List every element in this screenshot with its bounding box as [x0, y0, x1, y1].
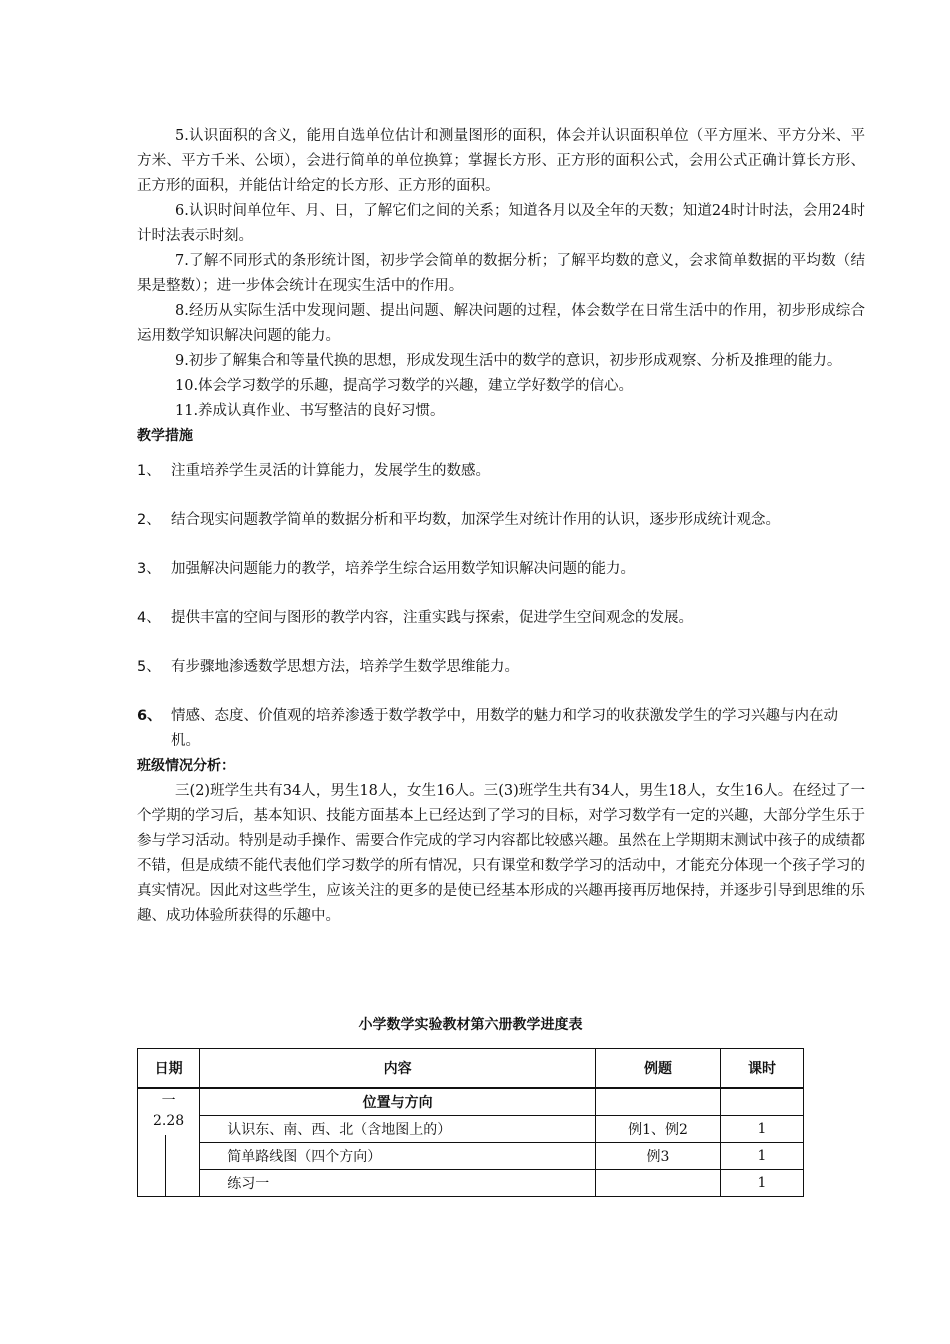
list-item-number: 1、 [137, 463, 161, 479]
list-item-number: 4、 [137, 610, 161, 626]
measures-heading: 教学措施 [137, 428, 193, 444]
week-number: 一 [161, 1093, 176, 1109]
class-analysis-heading: 班级情况分析： [137, 758, 235, 774]
list-item-text: 有步骤地渗透数学思想方法，培养学生数学思维能力。 [171, 659, 519, 675]
table-row [138, 1143, 804, 1170]
list-item [137, 508, 865, 533]
header-content: 内容 [200, 1049, 596, 1089]
date-cell [138, 1088, 200, 1197]
class-analysis-text: 三(2)班学生共有34人，男生18人，女生16人。三(3)班学生共有34人，男生18人，女生16人。在经过了一个学期的学习后，基本知识、技能方面基本上已经达到了学习的目标，对学习数学有一定的兴趣，大部分学生乐于参与学习活动。特别是动手操作、需要合作完成的学习内容都比较感兴趣。虽然在上学期期末测试中孩子的成绩都不错，但是成绩不能代表他们学习数学的所有情况，只有课堂和数学学习的活动中，才能充分体现一个孩子学习的真实情况。因此对这些学生，应该关注的更多的是使已经基本形成的兴趣再接再厉地保持，并逐步引导到思维的乐趣、成功体验所获得的乐趣中。 [137, 783, 865, 924]
list-item [137, 655, 865, 680]
header-example: 例题 [596, 1049, 721, 1089]
section-heading: 位置与方向 [200, 1088, 596, 1116]
table-header-row [138, 1049, 804, 1089]
header-date: 日期 [138, 1049, 200, 1089]
list-item-text: 注重培养学生灵活的计算能力，发展学生的数感。 [171, 463, 490, 479]
document-body [137, 124, 865, 929]
table-row [138, 1116, 804, 1143]
objective-5: 5.认识面积的含义，能用自选单位估计和测量图形的面积，体会并认识面积单位（平方厘米、平方分米、平方米、平方千米、公顷），会进行简单的单位换算；掌握长方形、正方形的面积公式，会用公式正确计算长方形、正方形的面积，并能估计给定的长方形、正方形的面积。 [137, 128, 865, 194]
row-hours: 1 [721, 1143, 804, 1170]
table-row [138, 1170, 804, 1197]
objective-6: 6.认识时间单位年、月、日，了解它们之间的关系；知道各月以及全年的天数；知道24时计时法，会用24时计时法表示时刻。 [137, 203, 865, 244]
row-example: 例1、例2 [596, 1116, 721, 1143]
row-hours: 1 [721, 1116, 804, 1143]
row-example [596, 1170, 721, 1197]
list-item [137, 704, 865, 754]
list-item [137, 606, 865, 631]
objective-7: 7.了解不同形式的条形统计图，初步学会简单的数据分析；了解平均数的意义，会求简单数据的平均数（结果是整数）；进一步体会统计在现实生活中的作用。 [137, 253, 865, 294]
row-content: 认识东、南、西、北（含地图上的） [200, 1116, 596, 1143]
row-content: 练习一 [200, 1170, 596, 1197]
row-content: 简单路线图（四个方向） [200, 1143, 596, 1170]
row-example: 例3 [596, 1143, 721, 1170]
list-item-number: 5、 [137, 659, 161, 675]
list-item [137, 459, 865, 484]
list-item-text: 结合现实问题教学简单的数据分析和平均数，加深学生对统计作用的认识，逐步形成统计观念。 [171, 512, 780, 528]
list-item-text: 情感、态度、价值观的培养渗透于数学教学中，用数学的魅力和学习的收获激发学生的学习兴趣与内在动机。 [171, 708, 838, 749]
list-item-text: 提供丰富的空间与图形的教学内容，注重实践与探索，促进学生空间观念的发展。 [171, 610, 693, 626]
list-item-number: 3、 [137, 561, 161, 577]
date-range-line [165, 1135, 166, 1196]
list-item-number: 2、 [137, 512, 161, 528]
objective-10: 10.体会学习数学的乐趣，提高学习数学的兴趣，建立学好数学的信心。 [175, 378, 634, 394]
row-hours: 1 [721, 1170, 804, 1197]
date-value: 2.28 [153, 1113, 185, 1129]
measures-list [137, 459, 865, 754]
list-item-number: 6、 [137, 708, 162, 724]
list-item [137, 557, 865, 582]
objective-11: 11.养成认真作业、书写整洁的良好习惯。 [175, 403, 445, 419]
table-cell [596, 1088, 721, 1116]
list-item-text: 加强解决问题能力的教学，培养学生综合运用数学知识解决问题的能力。 [171, 561, 635, 577]
objective-9: 9.初步了解集合和等量代换的思想，形成发现生活中的数学的意识，初步形成观察、分析及推理的能力。 [175, 353, 842, 369]
table-cell [721, 1088, 804, 1116]
header-hours: 课时 [721, 1049, 804, 1089]
schedule-title: 小学数学实验教材第六册教学进度表 [358, 1017, 583, 1033]
schedule-table [137, 1048, 804, 1197]
objective-8: 8.经历从实际生活中发现问题、提出问题、解决问题的过程，体会数学在日常生活中的作用，初步形成综合运用数学知识解决问题的能力。 [137, 303, 865, 344]
table-row [138, 1088, 804, 1116]
